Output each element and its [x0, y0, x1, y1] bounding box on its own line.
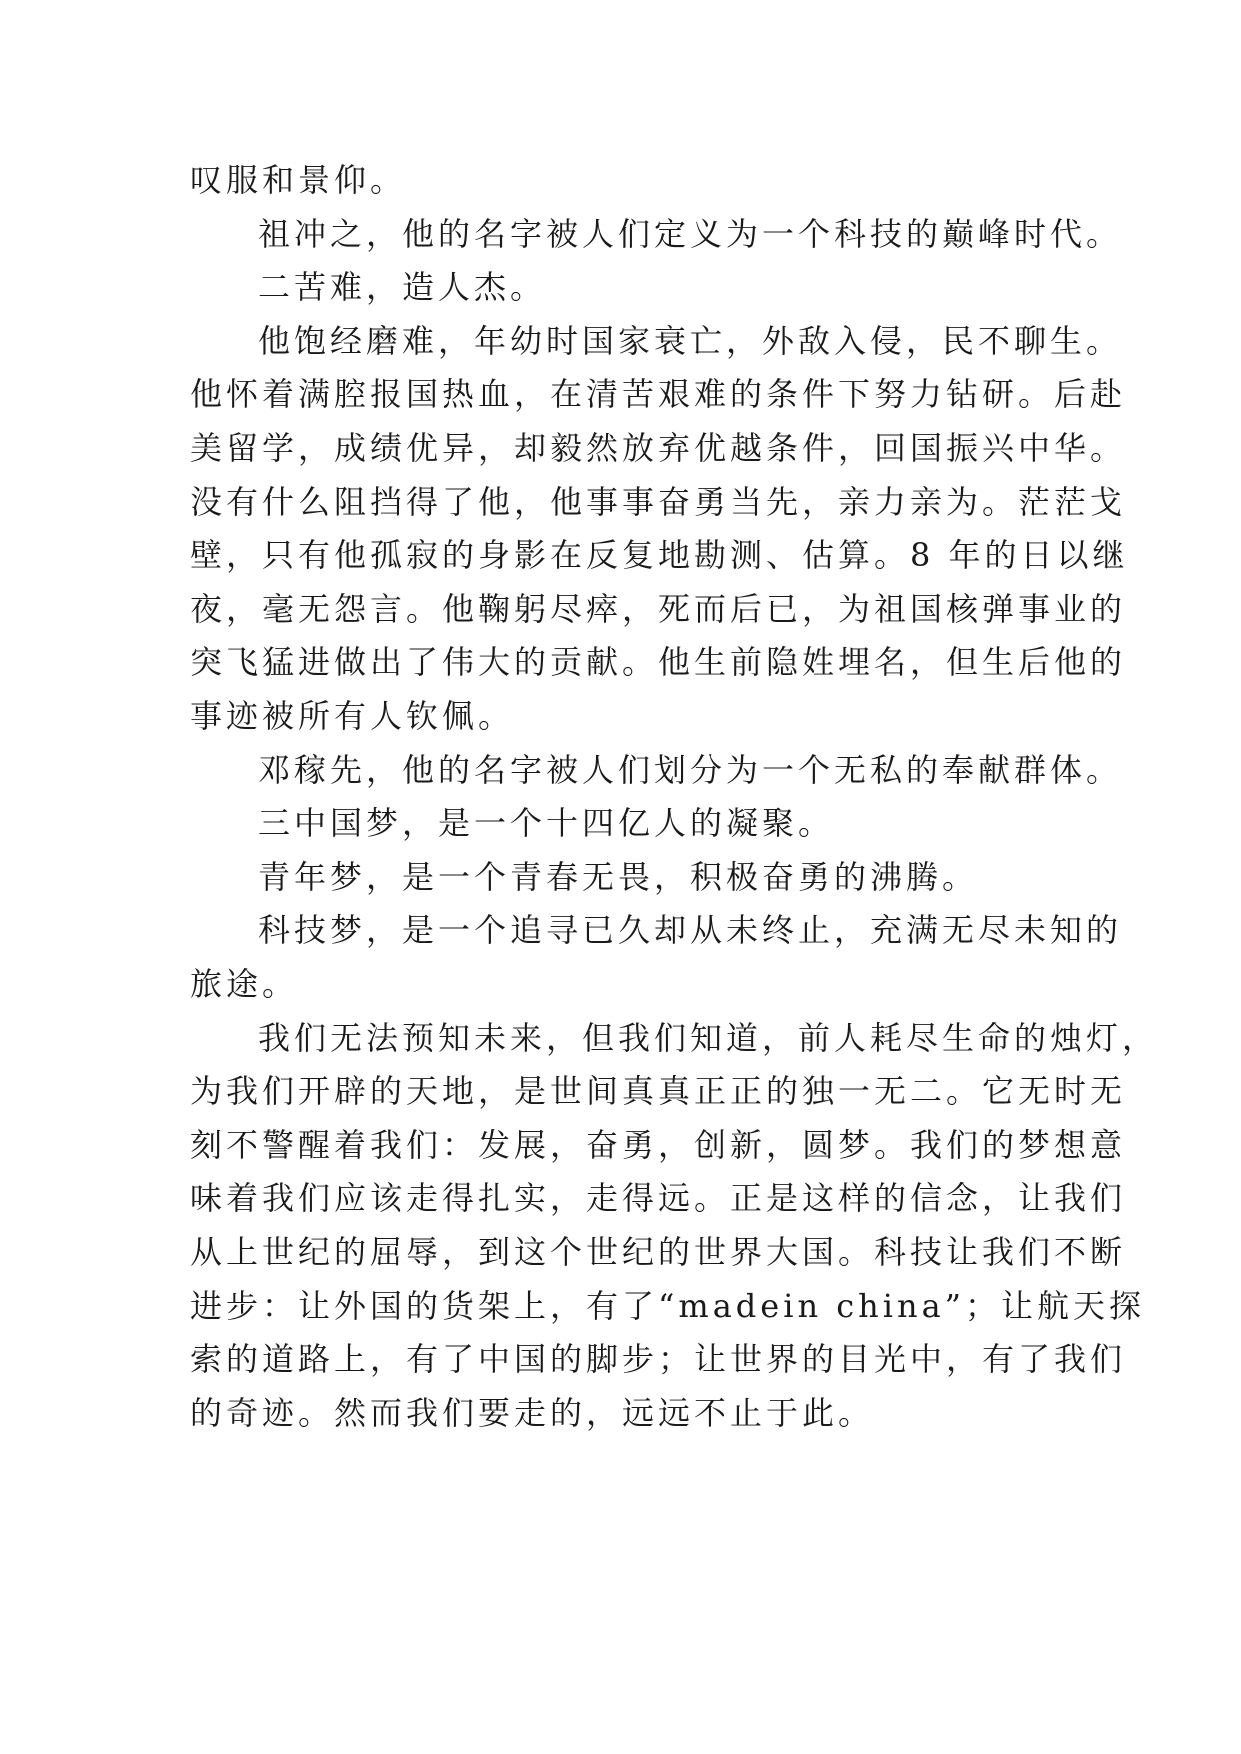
text-line: 壁，只有他孤寂的身影在反复地勘测、估算。8 年的日以继: [190, 536, 1129, 574]
text-line: 美留学，成绩优异，却毅然放弃优越条件，回国振兴中华。: [190, 429, 1127, 467]
text-line: 为我们开辟的天地，是世间真真正正的独一无二。它无时无: [190, 1072, 1127, 1110]
text-line: 我们无法预知未来，但我们知道，前人耗尽生命的烛灯，: [258, 1019, 1159, 1057]
text-line: 味着我们应该走得扎实，走得远。正是这样的信念，让我们: [190, 1179, 1127, 1217]
text-line: 科技梦，是一个追寻已久却从未终止，充满无尽未知的: [258, 911, 1123, 949]
text-line: 青年梦，是一个青春无畏，积极奋勇的沸腾。: [258, 858, 979, 896]
text-line: 刻不警醒着我们：发展，奋勇，创新，圆梦。我们的梦想意: [190, 1126, 1127, 1164]
text-line: 进步：让外国的货架上，有了“madein china”；让航天探: [190, 1287, 1146, 1325]
text-line: 三中国梦，是一个十四亿人的凝聚。: [258, 804, 835, 842]
text-line: 旅途。: [190, 965, 299, 1003]
text-line: 他怀着满腔报国热血，在清苦艰难的条件下努力钻研。后赴: [190, 375, 1127, 413]
text-line: 事迹被所有人钦佩。: [190, 697, 515, 735]
text-line: 邓稼先，他的名字被人们划分为一个无私的奉献群体。: [258, 751, 1123, 789]
text-line: 索的道路上，有了中国的脚步；让世界的目光中，有了我们: [190, 1340, 1127, 1378]
text-line: 的奇迹。然而我们要走的，远远不止于此。: [190, 1394, 875, 1432]
text-line: 二苦难，造人杰。: [258, 268, 547, 306]
text-line: 他饱经磨难，年幼时国家衰亡，外敌入侵，民不聊生。: [258, 322, 1123, 360]
text-line: 突飞猛进做出了伟大的贡献。他生前隐姓埋名，但生后他的: [190, 643, 1127, 681]
text-line: 祖冲之，他的名字被人们定义为一个科技的巅峰时代。: [258, 215, 1123, 253]
text-line: 叹服和景仰。: [190, 161, 407, 199]
text-line: 从上世纪的屈辱，到这个世纪的世界大国。科技让我们不断: [190, 1233, 1127, 1271]
text-line: 没有什么阻挡得了他，他事事奋勇当先，亲力亲为。茫茫戈: [190, 483, 1127, 521]
text-line: 夜，毫无怨言。他鞠躬尽瘁，死而后已，为祖国核弹事业的: [190, 590, 1127, 628]
